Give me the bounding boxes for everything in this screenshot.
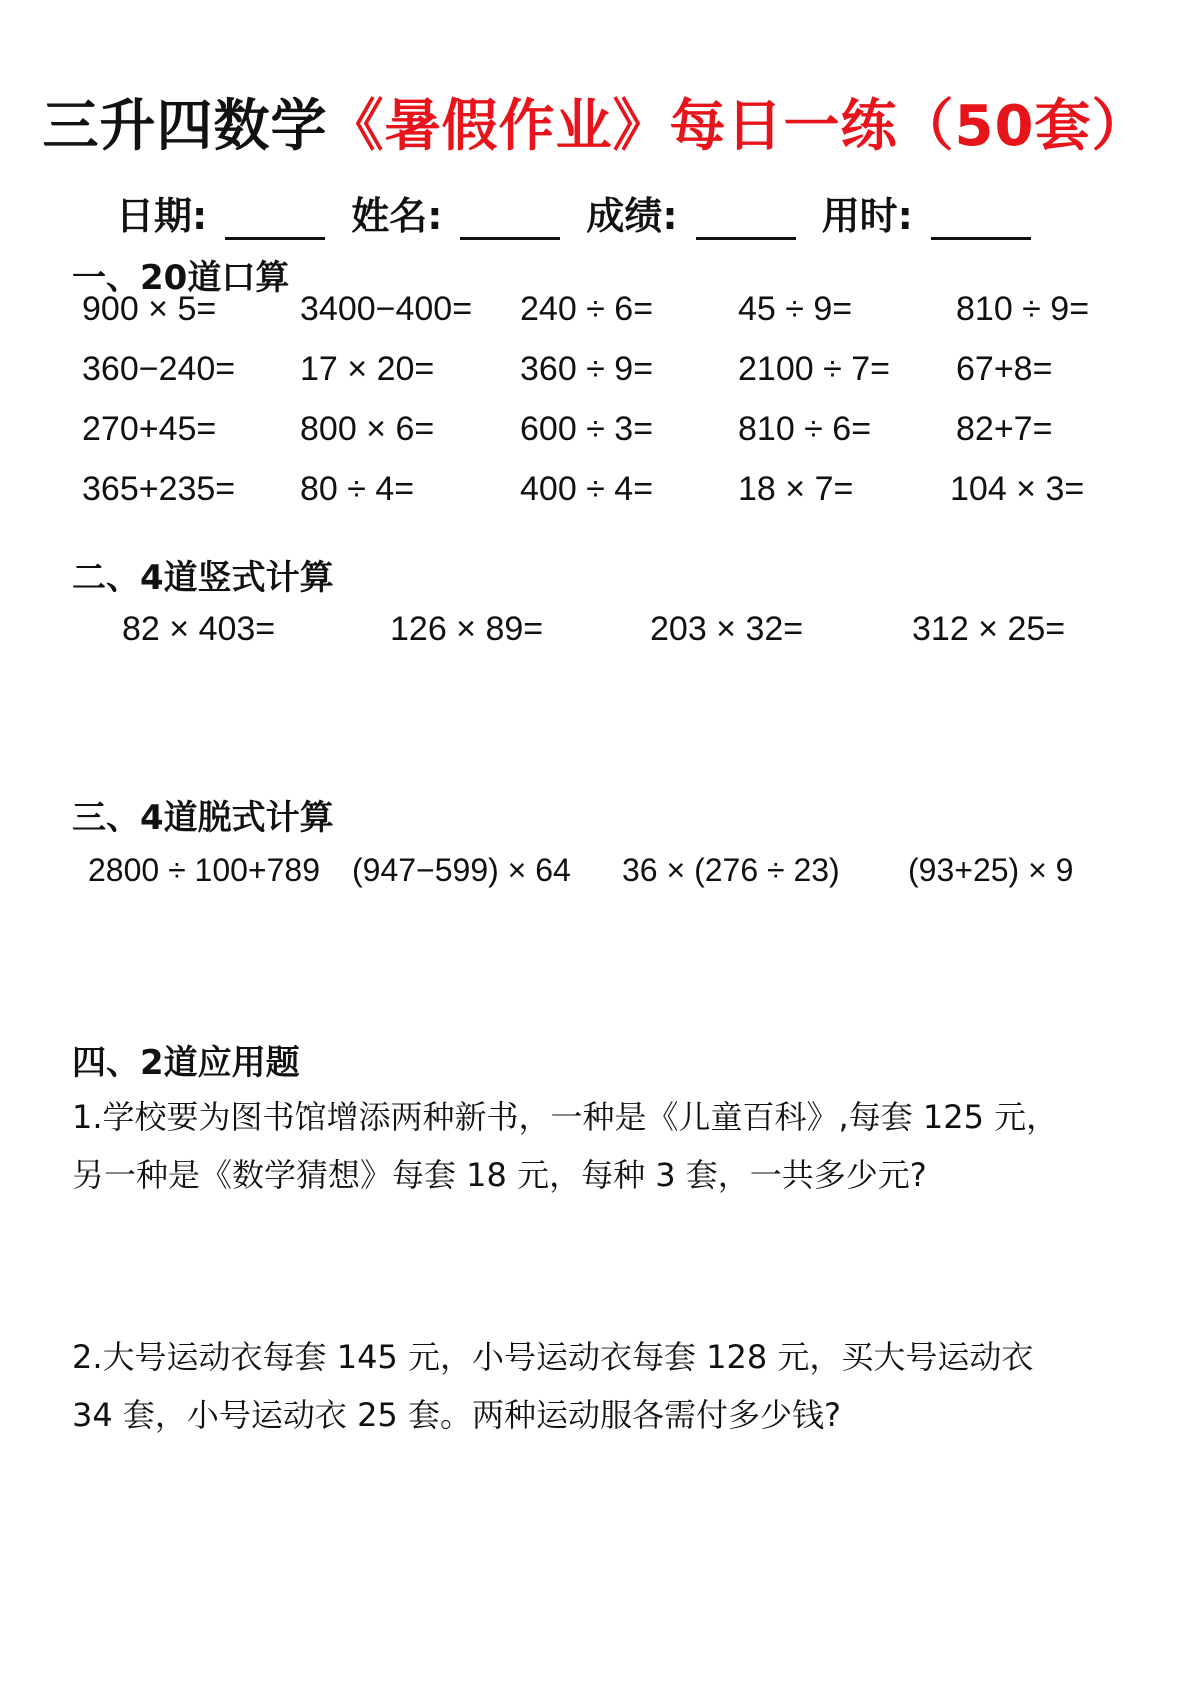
problem: 3400−400= <box>300 290 473 328</box>
worksheet-title <box>0 82 1191 162</box>
score-blank[interactable] <box>696 201 796 240</box>
name-field <box>351 185 560 240</box>
problem: 360 ÷ 9= <box>520 350 654 388</box>
problem: 810 ÷ 9= <box>956 290 1090 328</box>
date-label: 日期: <box>116 194 208 238</box>
problem: 82+7= <box>956 410 1053 448</box>
word-problem-1-line-2: 另一种是《数学猜想》每套 18 元，每种 3 套，一共多少元? <box>72 1156 927 1194</box>
problem: 900 × 5= <box>82 290 217 328</box>
problem: 365+235= <box>82 470 236 508</box>
name-label: 姓名: <box>351 194 443 238</box>
problem: 810 ÷ 6= <box>738 410 872 448</box>
problem: 82 × 403= <box>122 610 276 648</box>
score-label: 成绩: <box>586 194 678 238</box>
problem: 126 × 89= <box>390 610 544 648</box>
problem: 312 × 25= <box>912 610 1066 648</box>
problem: 400 ÷ 4= <box>520 470 654 508</box>
problem: 2100 ÷ 7= <box>738 350 890 388</box>
time-label: 用时: <box>821 194 913 238</box>
section-1-heading: 一、20道口算 <box>72 258 290 298</box>
problem: 45 ÷ 9= <box>738 290 853 328</box>
word-problem-2-line-2: 34 套，小号运动衣 25 套。两种运动服各需付多少钱? <box>72 1396 841 1434</box>
date-field <box>116 185 325 240</box>
section-2-heading: 二、4道竖式计算 <box>72 558 334 598</box>
problem: 80 ÷ 4= <box>300 470 415 508</box>
section-3-heading: 三、4道脱式计算 <box>72 798 334 838</box>
score-field <box>586 185 795 240</box>
problem: 17 × 20= <box>300 350 435 388</box>
word-problem-1 <box>72 1088 1058 1204</box>
word-problem-1-line-1: 1.学校要为图书馆增添两种新书，一种是《儿童百科》,每套 125 元， <box>72 1098 1059 1136</box>
time-blank[interactable] <box>931 201 1031 240</box>
word-problem-2-line-1: 2.大号运动衣每套 145 元，小号运动衣每套 128 元，买大号运动衣 <box>72 1338 1034 1376</box>
problem: 104 × 3= <box>950 470 1085 508</box>
title-highlight: 《暑假作业》每日一练（50套） <box>327 94 1149 159</box>
problem: 36 × (276 ÷ 23) <box>622 852 840 888</box>
problem: 800 × 6= <box>300 410 435 448</box>
word-problem-2 <box>72 1328 1033 1444</box>
problem: 67+8= <box>956 350 1053 388</box>
section-4-heading: 四、2道应用题 <box>72 1043 300 1083</box>
problem: 360−240= <box>82 350 236 388</box>
time-field <box>822 185 1031 240</box>
problem: 270+45= <box>82 410 217 448</box>
problem: (93+25) × 9 <box>908 852 1074 888</box>
problem: 18 × 7= <box>738 470 854 508</box>
name-blank[interactable] <box>460 201 560 240</box>
student-info-row <box>116 185 1057 240</box>
date-blank[interactable] <box>225 201 325 240</box>
problem: 2800 ÷ 100+789 <box>88 852 320 888</box>
problem: 240 ÷ 6= <box>520 290 654 328</box>
title-prefix: 三升四数学 <box>42 94 328 159</box>
problem: (947−599) × 64 <box>352 852 571 888</box>
problem: 203 × 32= <box>650 610 804 648</box>
problem: 600 ÷ 3= <box>520 410 654 448</box>
